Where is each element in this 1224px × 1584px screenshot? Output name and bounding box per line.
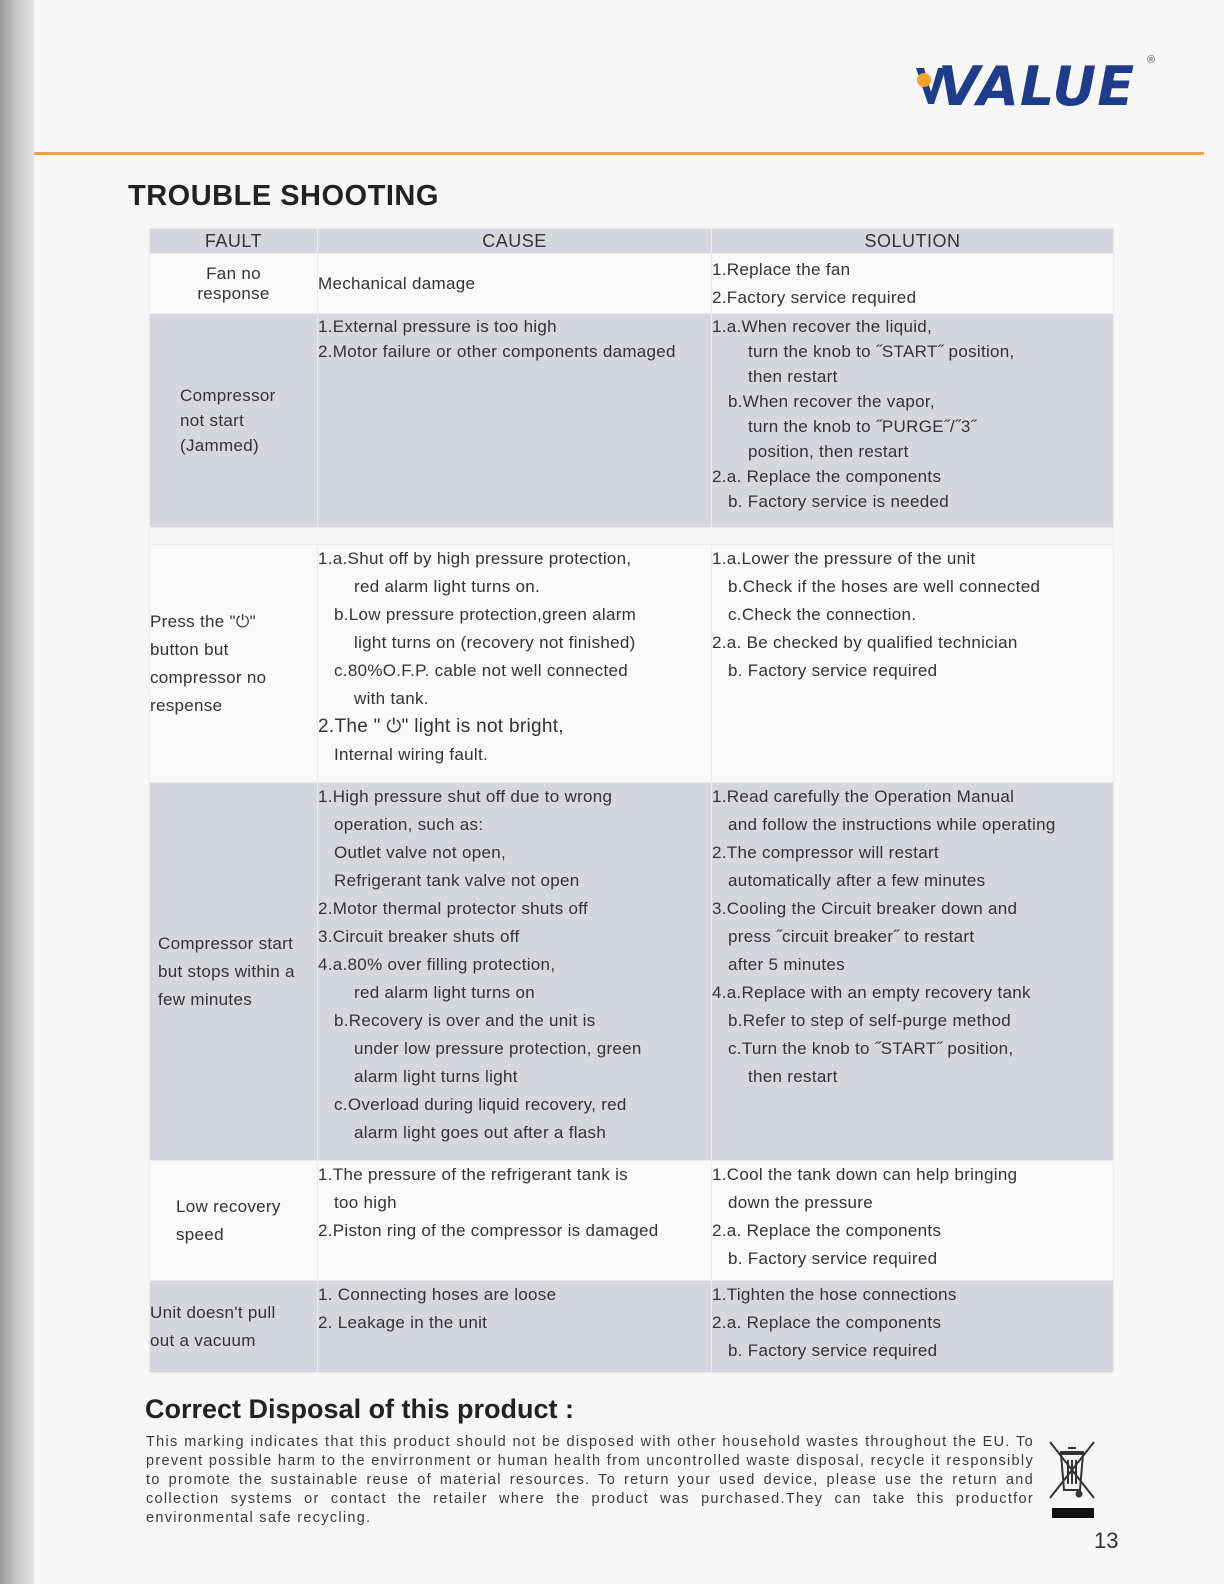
cause-line: operation, such as: — [334, 815, 484, 834]
solution-line: 3.Cooling the Circuit breaker down and — [712, 899, 1018, 918]
fault-cell — [150, 254, 318, 314]
solution-line: 2.The compressor will restart — [712, 843, 939, 862]
header-fault: FAULT — [150, 229, 318, 254]
solution-line: b. Factory service is needed — [728, 492, 949, 511]
cause-line: 2.Motor thermal protector shuts off — [318, 899, 589, 918]
fault-cell — [150, 783, 318, 1161]
solution-line: 2.a. Replace the components — [712, 1313, 942, 1332]
fault-line: Compressor — [180, 386, 276, 405]
cause-line: c.80%O.F.P. cable not well connected — [334, 661, 628, 680]
solution-cell — [712, 1281, 1114, 1373]
fault-line: speed — [176, 1224, 224, 1244]
solution-line: 1.Replace the fan — [712, 259, 851, 279]
table-row — [150, 1161, 1114, 1281]
solution-line: b. Factory service required — [728, 1249, 938, 1268]
solution-line: 2.a. Replace the components — [712, 467, 942, 486]
fault-line: respense — [150, 695, 223, 715]
fault-cell — [150, 1161, 318, 1281]
cause-line: 1.High pressure shut off due to wrong — [318, 787, 613, 806]
table-header-row — [150, 229, 1114, 254]
cause-line: b.Recovery is over and the unit is — [334, 1011, 596, 1030]
cause-line: 1.External pressure is too high — [318, 317, 557, 336]
cause-line: light turns on (recovery not finished) — [354, 633, 636, 652]
cause-line: c.Overload during liquid recovery, red — [334, 1095, 627, 1114]
solution-line: turn the knob to ˝PURGE˝/˝3˝ — [748, 417, 977, 436]
fault-cell — [150, 545, 318, 783]
fault-line: button but — [150, 639, 229, 659]
fault-line: Unit doesn't pull — [150, 1302, 276, 1322]
solution-cell — [712, 783, 1114, 1161]
table-row — [150, 545, 1114, 783]
solution-line: 1.Cool the tank down can help bringing — [712, 1165, 1018, 1184]
trouble-shooting-table — [149, 228, 1114, 1373]
gap-cell — [150, 528, 1114, 545]
solution-line: down the pressure — [728, 1193, 873, 1212]
fault-line: Press the "⏻" — [150, 611, 256, 631]
cause-line: 3.Circuit breaker shuts off — [318, 927, 520, 946]
cause-cell — [318, 545, 712, 783]
table-row — [150, 314, 1114, 528]
fault-line: Low recovery — [176, 1196, 281, 1216]
cause-line: 4.a.80% over filling protection, — [318, 955, 556, 974]
solution-line: b.When recover the vapor, — [728, 392, 935, 411]
solution-line: and follow the instructions while operating — [728, 815, 1056, 834]
cause-line: alarm light goes out after a flash — [354, 1123, 607, 1142]
brand-logo — [912, 54, 1156, 120]
cause-line: 1.a.Shut off by high pressure protection, — [318, 549, 632, 568]
fault-cell — [150, 314, 318, 528]
table-row — [150, 783, 1114, 1161]
cause-cell — [318, 783, 712, 1161]
solution-line: then restart — [748, 367, 838, 386]
fault-line: but stops within a — [158, 961, 295, 981]
cause-line: Internal wiring fault. — [334, 745, 489, 764]
solution-line: 2.a. Replace the components — [712, 1221, 942, 1240]
cause-cell — [318, 314, 712, 528]
cause-cell — [318, 1281, 712, 1373]
table-gap — [150, 528, 1114, 545]
solution-line: b. Factory service required — [728, 1341, 938, 1360]
fault-cell — [150, 1281, 318, 1373]
registered-mark: ® — [1147, 54, 1156, 66]
solution-line: automatically after a few minutes — [728, 871, 986, 890]
cause-cell — [318, 254, 712, 314]
solution-cell — [712, 1161, 1114, 1281]
page-title: TROUBLE SHOOTING — [128, 180, 439, 212]
solution-line: turn the knob to ˝START˝ position, — [748, 342, 1015, 361]
cause-line: under low pressure protection, green — [354, 1039, 642, 1058]
solution-cell — [712, 254, 1114, 314]
cause-line: red alarm light turns on. — [354, 577, 541, 596]
cause-line: 2.Motor failure or other components damaged — [318, 342, 676, 361]
crossed-out-wheelie-bin-icon — [1046, 1436, 1098, 1522]
fault-line: few minutes — [158, 989, 253, 1009]
header-cause: CAUSE — [318, 229, 712, 254]
solution-cell — [712, 545, 1114, 783]
solution-line: press ˝circuit breaker˝ to restart — [728, 927, 975, 946]
solution-line: b.Check if the hoses are well connected — [728, 577, 1041, 596]
cause-line: 2.Piston ring of the compressor is damaged — [318, 1221, 659, 1240]
cause-line: alarm light turns light — [354, 1067, 518, 1086]
cause-line: 2. Leakage in the unit — [318, 1313, 488, 1332]
page-number: 13 — [1094, 1528, 1119, 1553]
fault-line: not start — [180, 411, 245, 430]
solution-line: 1.a.Lower the pressure of the unit — [712, 549, 976, 568]
fault-line: Compressor start — [158, 933, 294, 953]
solution-line: 1.Tighten the hose connections — [712, 1285, 957, 1304]
disposal-title: Correct Disposal of this product : — [145, 1394, 575, 1424]
solution-line: c.Turn the knob to ˝START˝ position, — [728, 1039, 1014, 1058]
solution-line: c.Check the connection. — [728, 605, 917, 624]
binding-edge — [0, 0, 34, 1584]
cause-line: too high — [334, 1193, 397, 1212]
fault-line: Fan no — [206, 263, 261, 283]
solution-line: position, then restart — [748, 442, 909, 461]
solution-line: b.Refer to step of self-purge method — [728, 1011, 1011, 1030]
header-rule — [34, 152, 1204, 155]
table-row — [150, 254, 1114, 314]
cause-line: 1. Connecting hoses are loose — [318, 1285, 557, 1304]
fault-line: out a vacuum — [150, 1330, 256, 1350]
disposal-text: This marking indicates that this product should not be disposed with other household wastes throughout the EU. To prevent possible harm to the envirronment or human health from uncontrolled waste disposal, recycle it responsibly to promote the sustainable reuse of material resources. To return your used device, please use the return and collection systems or contact the retailer where the product was purchased.They can take this productfor environmental safe recycling. — [146, 1434, 1034, 1526]
solution-line: b. Factory service required — [728, 661, 938, 680]
cause-line: 2.The " ⏻" light is not bright, — [318, 716, 564, 737]
cause-line: Outlet valve not open, — [334, 843, 506, 862]
solution-line: then restart — [748, 1067, 838, 1086]
solution-line: after 5 minutes — [728, 955, 845, 974]
solution-line: 1.a.When recover the liquid, — [712, 317, 933, 336]
table-row — [150, 1281, 1114, 1373]
fault-line: compressor no — [150, 667, 267, 687]
fault-line: (Jammed) — [180, 436, 259, 455]
cause-line: 1.The pressure of the refrigerant tank is — [318, 1165, 628, 1184]
cause-cell — [318, 1161, 712, 1281]
solution-line: 1.Read carefully the Operation Manual — [712, 787, 1015, 806]
cause-line: with tank. — [354, 689, 429, 708]
cause-line: b.Low pressure protection,green alarm — [334, 605, 637, 624]
solution-line: 2.Factory service required — [712, 287, 917, 307]
solution-cell — [712, 314, 1114, 528]
fault-line: response — [197, 283, 270, 303]
cause-line: Mechanical damage — [318, 273, 476, 293]
logo-text: VALUE — [938, 55, 1136, 118]
solution-line: 2.a. Be checked by qualified technician — [712, 633, 1018, 652]
solution-line: 4.a.Replace with an empty recovery tank — [712, 983, 1031, 1002]
cause-line: Refrigerant tank valve not open — [334, 871, 580, 890]
cause-line: red alarm light turns on — [354, 983, 536, 1002]
header-solution: SOLUTION — [712, 229, 1114, 254]
